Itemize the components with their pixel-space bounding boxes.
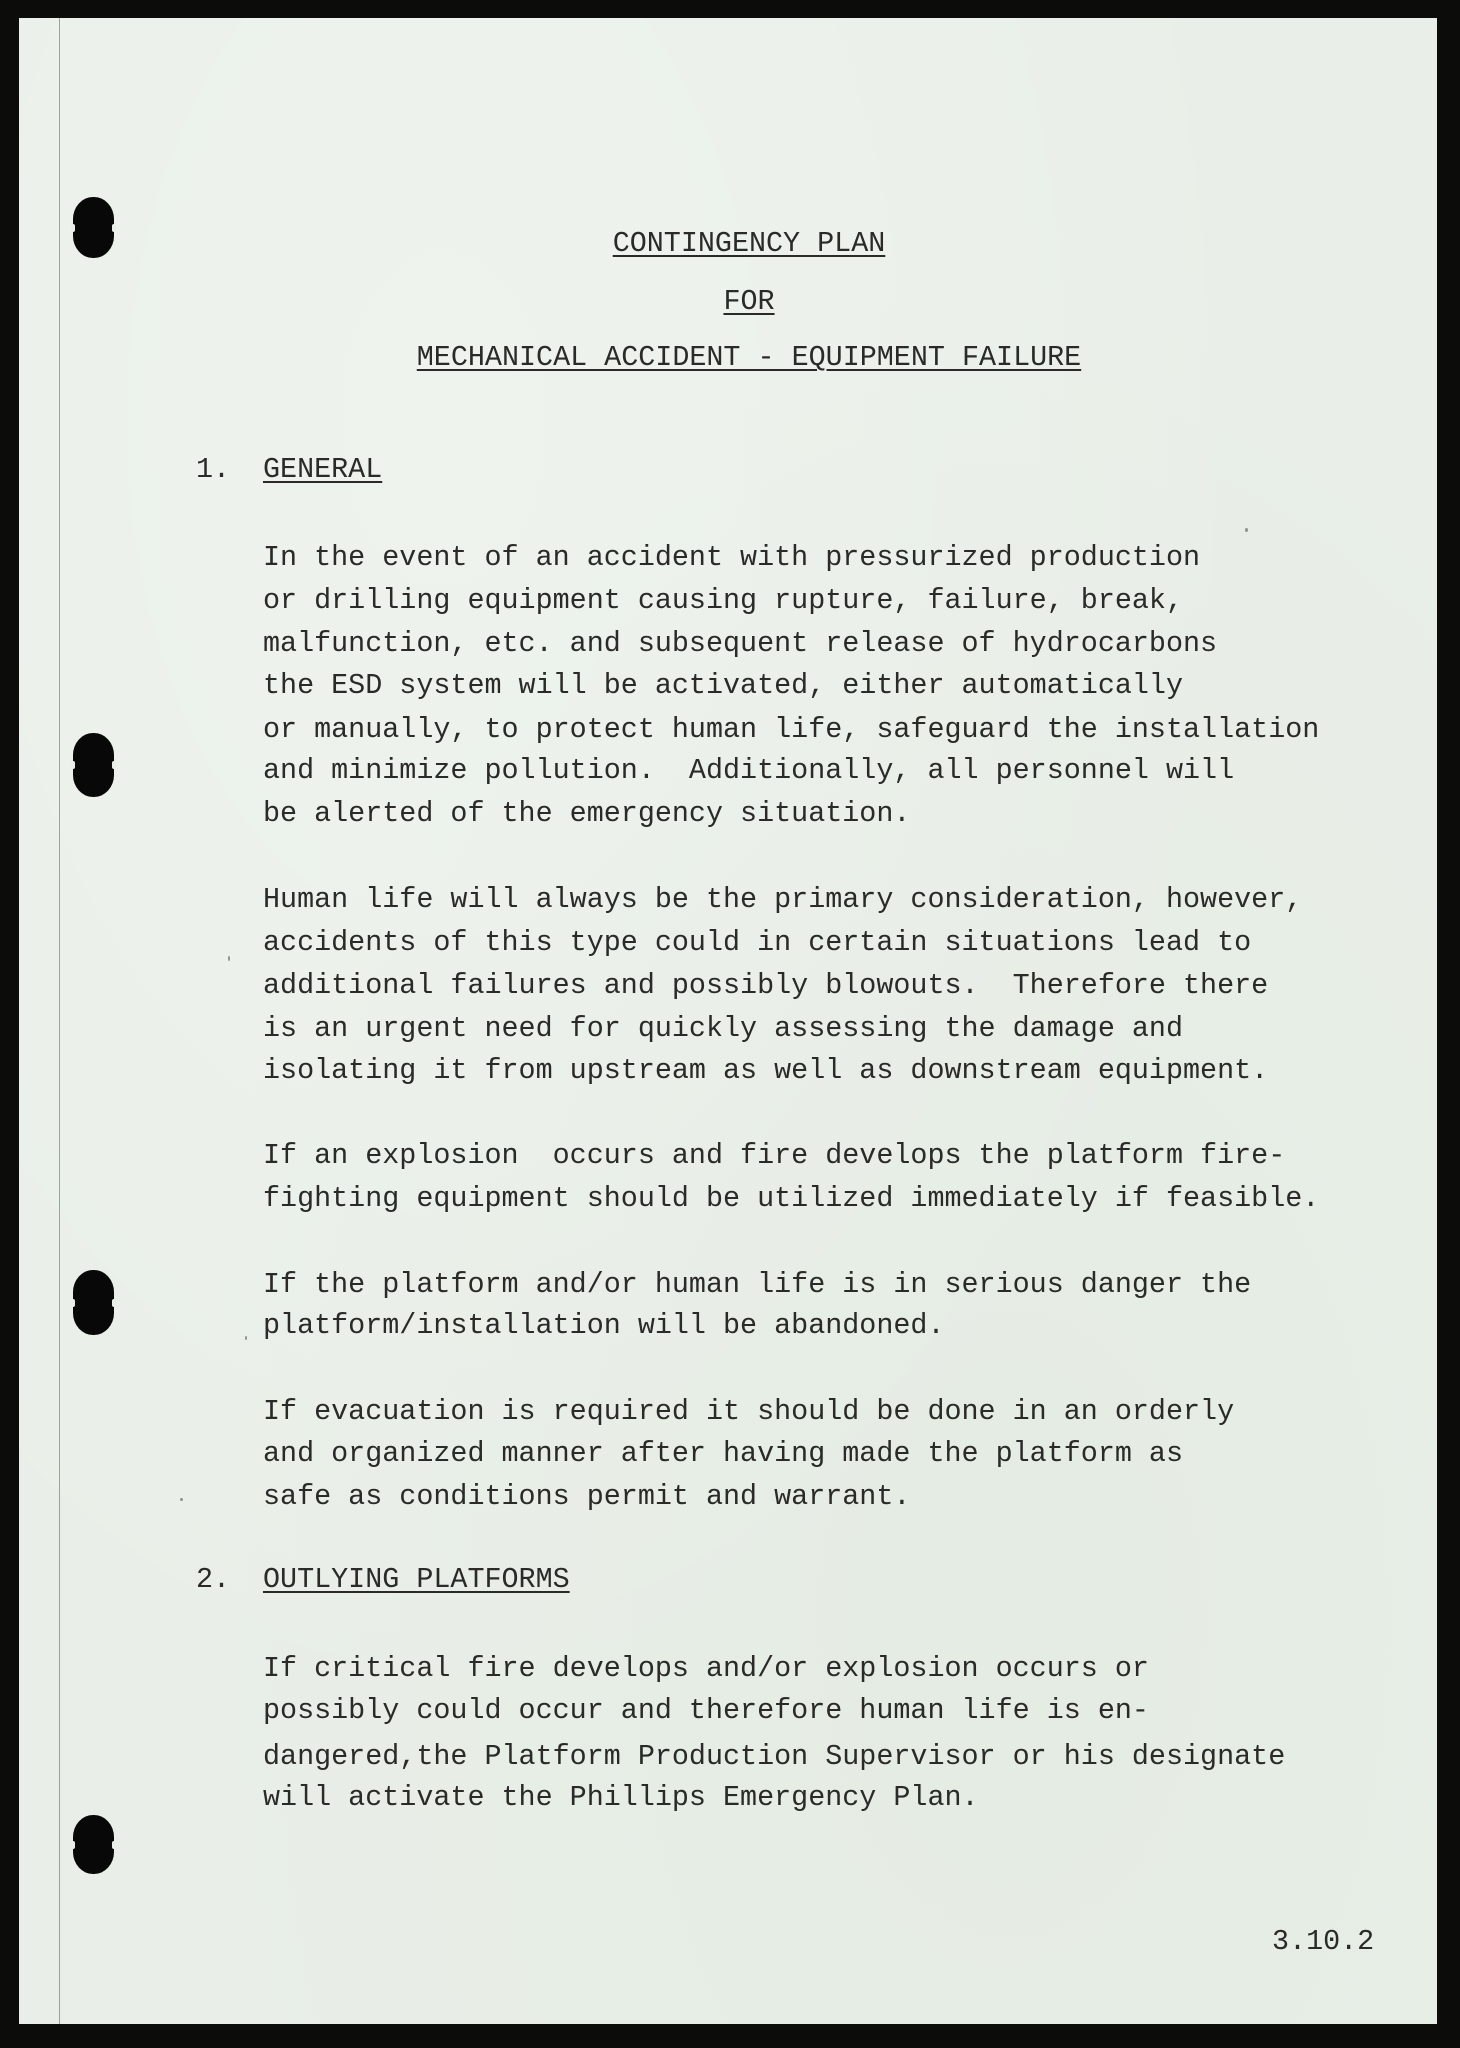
text-line: If an explosion occurs and fire develops the platform fire- [263, 1139, 1286, 1172]
binder-hole-icon [73, 1815, 114, 1874]
section-heading: GENERAL [263, 453, 383, 486]
section-heading: OUTLYING PLATFORMS [263, 1563, 570, 1596]
text-line: platform/installation will be abandoned. [263, 1309, 945, 1342]
text-line: be alerted of the emergency situation. [263, 797, 911, 830]
title-line: FOR [723, 285, 775, 318]
text-line: additional failures and possibly blowouts. Therefore there [263, 969, 1269, 1002]
text-line: or manually, to protect human life, safeguard the installation [263, 713, 1320, 746]
text-line: safe as conditions permit and warrant. [263, 1480, 911, 1513]
text-line: will activate the Phillips Emergency Plan. [263, 1781, 979, 1814]
section-number: 1. [196, 453, 231, 486]
text-line: If critical fire develops and/or explosion occurs or [263, 1652, 1149, 1685]
text-line: is an urgent need for quickly assessing the damage and [263, 1012, 1184, 1045]
section-number: 2. [196, 1563, 231, 1596]
speck [1245, 528, 1248, 532]
text-line: fighting equipment should be utilized immediately if feasible. [263, 1182, 1320, 1215]
text-line: Human life will always be the primary consideration, however, [263, 883, 1303, 916]
speck [245, 1336, 247, 1340]
text-line: accidents of this type could in certain situations lead to [263, 926, 1252, 959]
text-line: and organized manner after having made the platform as [263, 1437, 1184, 1470]
title-line: MECHANICAL ACCIDENT - EQUIPMENT FAILURE [416, 341, 1082, 374]
text-line: If evacuation is required it should be done in an orderly [263, 1395, 1235, 1428]
text-line: possibly could occur and therefore human life is en- [263, 1694, 1149, 1727]
text-line: dangered,the Platform Production Supervisor or his designate [263, 1740, 1286, 1773]
text-line: and minimize pollution. Additionally, all personnel will [263, 754, 1235, 787]
binder-hole-icon [73, 1270, 114, 1335]
title-line: CONTINGENCY PLAN [612, 227, 886, 260]
text-line: or drilling equipment causing rupture, failure, break, [263, 584, 1184, 617]
text-line: If the platform and/or human life is in serious danger the [263, 1268, 1252, 1301]
text-line: malfunction, etc. and subsequent release of hydrocarbons [263, 627, 1218, 660]
binder-hole-icon [73, 733, 114, 797]
text-line: In the event of an accident with pressurized production [263, 541, 1201, 574]
speck [180, 1498, 183, 1501]
text-line: the ESD system will be activated, either automatically [263, 669, 1184, 702]
speck [228, 956, 230, 961]
text-line: isolating it from upstream as well as downstream equipment. [263, 1054, 1269, 1087]
margin-rule [59, 18, 60, 2024]
page-number: 3.10.2 [1272, 1925, 1375, 1958]
